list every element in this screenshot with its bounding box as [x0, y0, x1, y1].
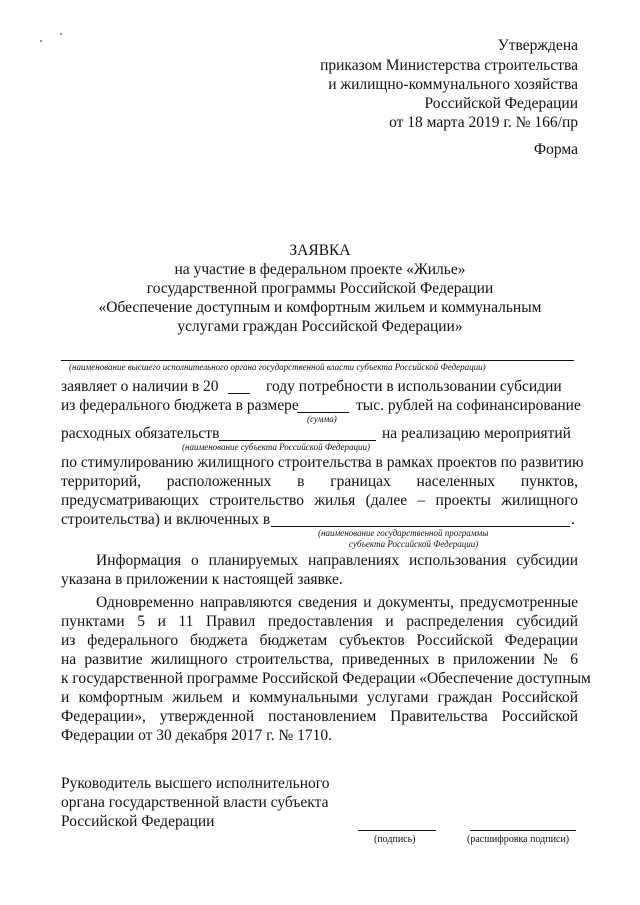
para3-line: пунктами 5 и 11 Правил предоставления и распределения субсидий [61, 613, 578, 630]
signature-blank [358, 830, 436, 831]
subject-blank [219, 440, 376, 441]
caption-program: субъекта Российской Федерации) [349, 539, 479, 549]
para3-last-line: Федерации от 30 декабря 2017 г. № 1710. [61, 727, 333, 744]
signature-title-line: органа государственной власти субъекта [61, 794, 329, 811]
para2-line2: указана в приложении к настоящей заявке. [61, 571, 343, 588]
para2-line1: Информация о планируемых направлениях использования субсидии [96, 552, 578, 569]
caption-signature: (подпись) [374, 834, 416, 845]
text-line2-b: тыс. рублей на софинансирование [356, 397, 581, 414]
signature-decode-blank [470, 830, 576, 831]
text-line7-a: строительства) и включенных в [61, 511, 271, 528]
title-line: услугами граждан Российской Федерации» [177, 318, 463, 335]
caption-subject: (наименование субъекта Российской Федерации) [182, 442, 371, 452]
caption-program: (наименование государственной программы [318, 528, 489, 538]
year-blank [228, 393, 250, 394]
para3-line: Одновременно направляются сведения и документы, предусмотренные [96, 594, 578, 611]
caption-sum: (сумма) [307, 414, 337, 424]
org-name-blank [61, 360, 574, 361]
signature-title-line: Руководитель высшего исполнительного [61, 775, 330, 792]
scan-speck [40, 40, 42, 42]
text-line1-a: заявляет о наличии в 20 [61, 378, 219, 395]
approved-line: Утверждена [497, 37, 578, 54]
scan-speck [60, 33, 62, 35]
caption-decode: (расшифровка подписи) [467, 834, 570, 845]
caption-org: (наименование высшего исполнительного органа государственной власти субъекта Российской Федерации) [69, 362, 486, 372]
text-line7-end: . [571, 511, 575, 528]
form-label: Форма [533, 141, 578, 158]
title-line: «Обеспечение доступным и комфортным жильем и коммунальным [98, 299, 542, 316]
text-line4: по стимулированию жилищного строительства в рамках проектов по развитию [61, 454, 584, 471]
para3-line: и комфортным жильем и коммунальными услугами граждан Российской [61, 689, 578, 706]
para3-line: на развитие жилищного строительства, приведенных в приложении № 6 [61, 651, 578, 668]
title-line: на участие в федеральном проекте «Жилье» [174, 261, 466, 278]
para3-line: к государственной программе Российской Федерации «Обеспечение доступным [61, 670, 591, 687]
text-line6: предусматривающих строительство жилья (далее – проекты жилищного [61, 492, 578, 509]
signature-title-line: Российской Федерации [61, 813, 215, 830]
approved-line: Российской Федерации [424, 95, 578, 112]
para3-line: Федерации», утвержденной постановлением Правительства Российской [61, 708, 578, 725]
text-line5: территорий, расположенных в границах населенных пунктов, [61, 473, 578, 490]
text-line3-a: расходных обязательств [61, 425, 220, 442]
title-line: государственной программы Российской Федерации [146, 280, 494, 297]
approved-line: от 18 марта 2019 г. № 166/пр [389, 114, 578, 131]
doc-title: ЗАЯВКА [289, 242, 351, 259]
text-line3-b: на реализацию мероприятий [382, 425, 571, 442]
sum-blank [297, 412, 349, 413]
text-line1-b: году потребности в использовании субсидии [266, 378, 562, 395]
text-line2-a: из федерального бюджета в размере [61, 397, 299, 414]
approved-line: приказом Министерства строительства [320, 57, 578, 74]
para3-line: из федерального бюджета бюджетам субъектов Российской Федерации [61, 632, 578, 649]
approved-line: и жилищно-коммунального хозяйства [328, 76, 578, 93]
program-blank [271, 526, 570, 527]
